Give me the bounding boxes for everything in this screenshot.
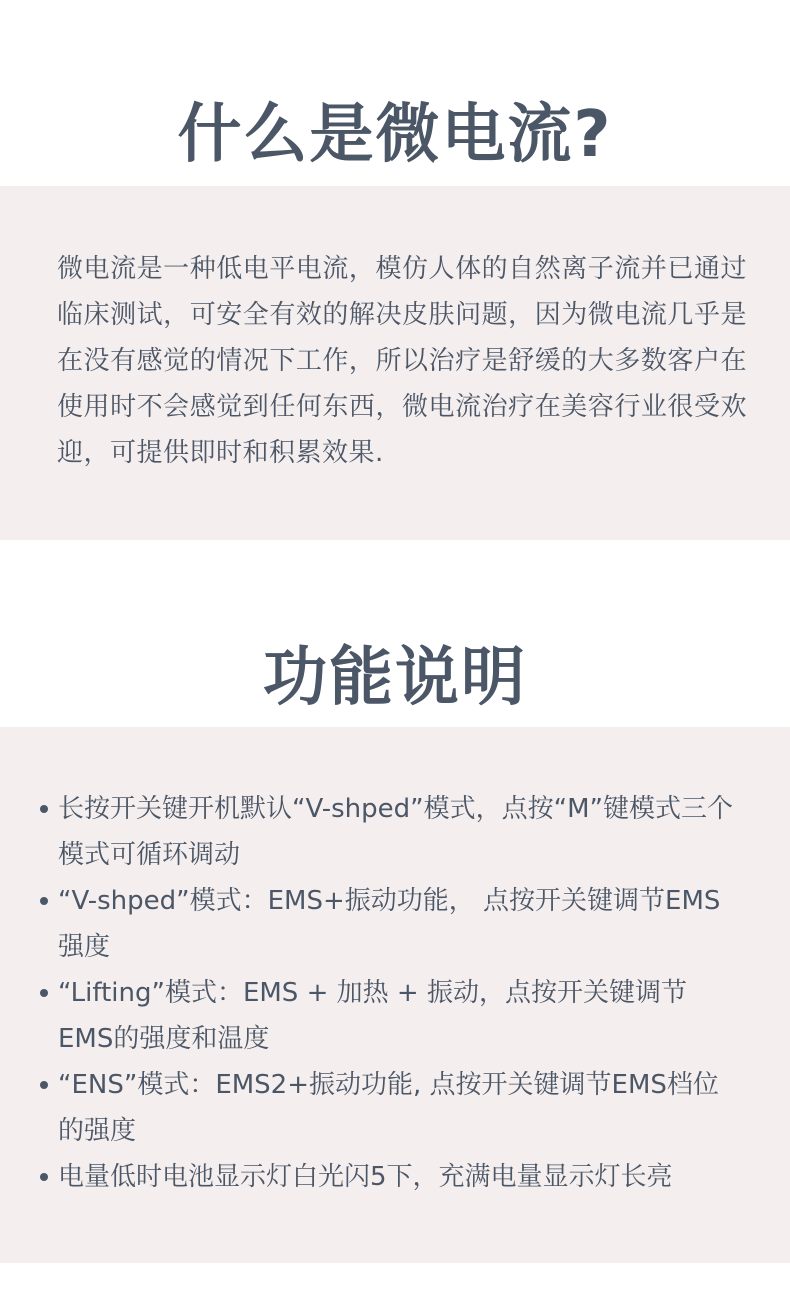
microcurrent-description: 微电流是一种低电平电流，模仿人体的自然离子流并已通过临床测试，可安全有效的解决皮肤问题，因为微电流几乎是在没有感觉的情况下工作，所以治疗是舒缓的大多数客户在使用时不会感觉到任何东西，微电流治疗在美容行业很受欢迎，可提供即时和积累效果. <box>57 254 747 468</box>
feature-item <box>36 786 736 878</box>
feature-list <box>36 786 736 1200</box>
feature-text: 电量低时电池显示灯白光闪5下，充满电量显示灯长亮 <box>58 1162 673 1192</box>
bullet-dot-icon <box>40 1081 48 1089</box>
feature-text: 长按开关键开机默认“V-shped”模式，点按“M”键模式三个模式可循环调动 <box>58 794 733 870</box>
feature-item <box>36 970 736 1062</box>
feature-item <box>36 1062 736 1154</box>
feature-text: “ENS”模式：EMS2+振动功能, 点按开关键调节EMS档位的强度 <box>58 1070 719 1146</box>
feature-item <box>36 1154 736 1200</box>
bullet-dot-icon <box>40 897 48 905</box>
section-title-features: 功能说明 <box>263 640 527 715</box>
feature-text: “Lifting”模式：EMS + 加热 + 振动，点按开关键调节EMS的强度和温度 <box>58 978 687 1054</box>
bullet-dot-icon <box>40 989 48 997</box>
feature-text: “V-shped”模式：EMS+振动功能， 点按开关键调节EMS强度 <box>58 886 721 962</box>
bullet-dot-icon <box>40 805 48 813</box>
feature-item <box>36 878 736 970</box>
section-title-microcurrent: 什么是微电流? <box>177 97 613 172</box>
bullet-dot-icon <box>40 1173 48 1181</box>
